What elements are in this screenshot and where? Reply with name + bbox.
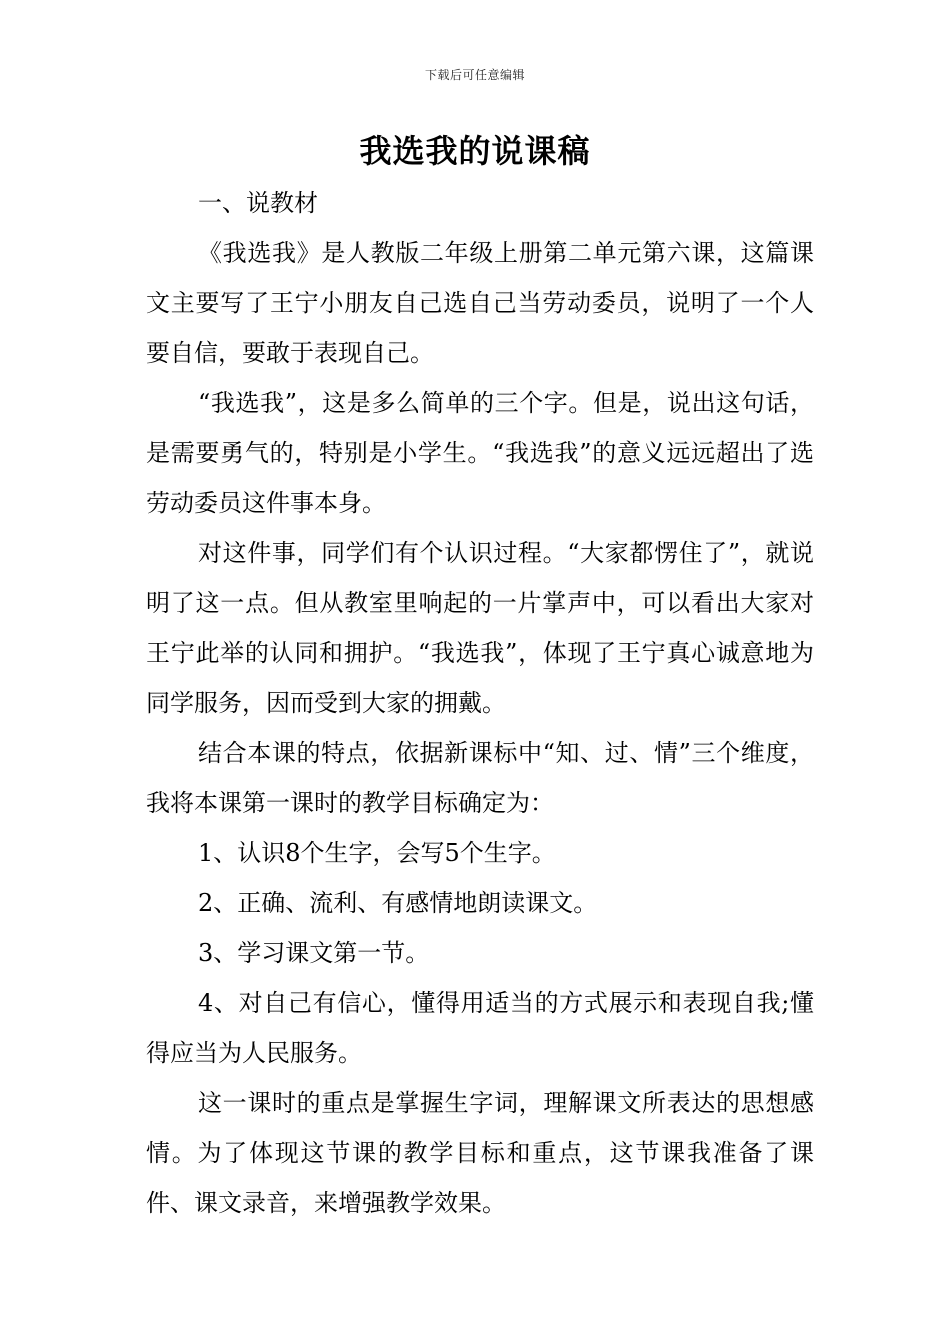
paragraph: 这一课时的重点是掌握生字词，理解课文所表达的思想感情。为了体现这节课的教学目标和重点，这节课我准备了课件、课文录音，来增强教学效果。 [146,1089,814,1217]
objective-item: 4、对自己有信心，懂得用适当的方式展示和表现自我;懂得应当为人民服务。 [146,989,814,1067]
paragraph: “我选我”，这是多么简单的三个字。但是，说出这句话，是需要勇气的，特别是小学生。“我选我”的意义远远超出了选劳动委员这件事本身。 [146,389,814,517]
document-title: 我选我的说课稿 [359,132,591,170]
paragraph: 对这件事，同学们有个认识过程。“大家都愣住了”，就说明了这一点。但从教室里响起的一片掌声中，可以看出大家对王宁此举的认同和拥护。“我选我”，体现了王宁真心诚意地为同学服务，因而受到大家的拥戴。 [146,539,814,717]
document-body [146,178,814,1228]
objective-item: 1、认识8个生字，会写5个生字。 [198,839,556,867]
paragraph: 《我选我》是人教版二年级上册第二单元第六课，这篇课文主要写了王宁小朋友自己选自己当劳动委员，说明了一个人要自信，要敢于表现自己。 [146,239,814,367]
objective-item: 3、学习课文第一节。 [198,939,430,967]
objective-item: 2、正确、流利、有感情地朗读课文。 [198,889,598,917]
header-note: 下载后可任意编辑 [424,68,525,82]
paragraph: 结合本课的特点，依据新课标中“知、过、情”三个维度，我将本课第一课时的教学目标确定为： [146,739,814,817]
section-heading: 一、说教材 [198,189,318,217]
